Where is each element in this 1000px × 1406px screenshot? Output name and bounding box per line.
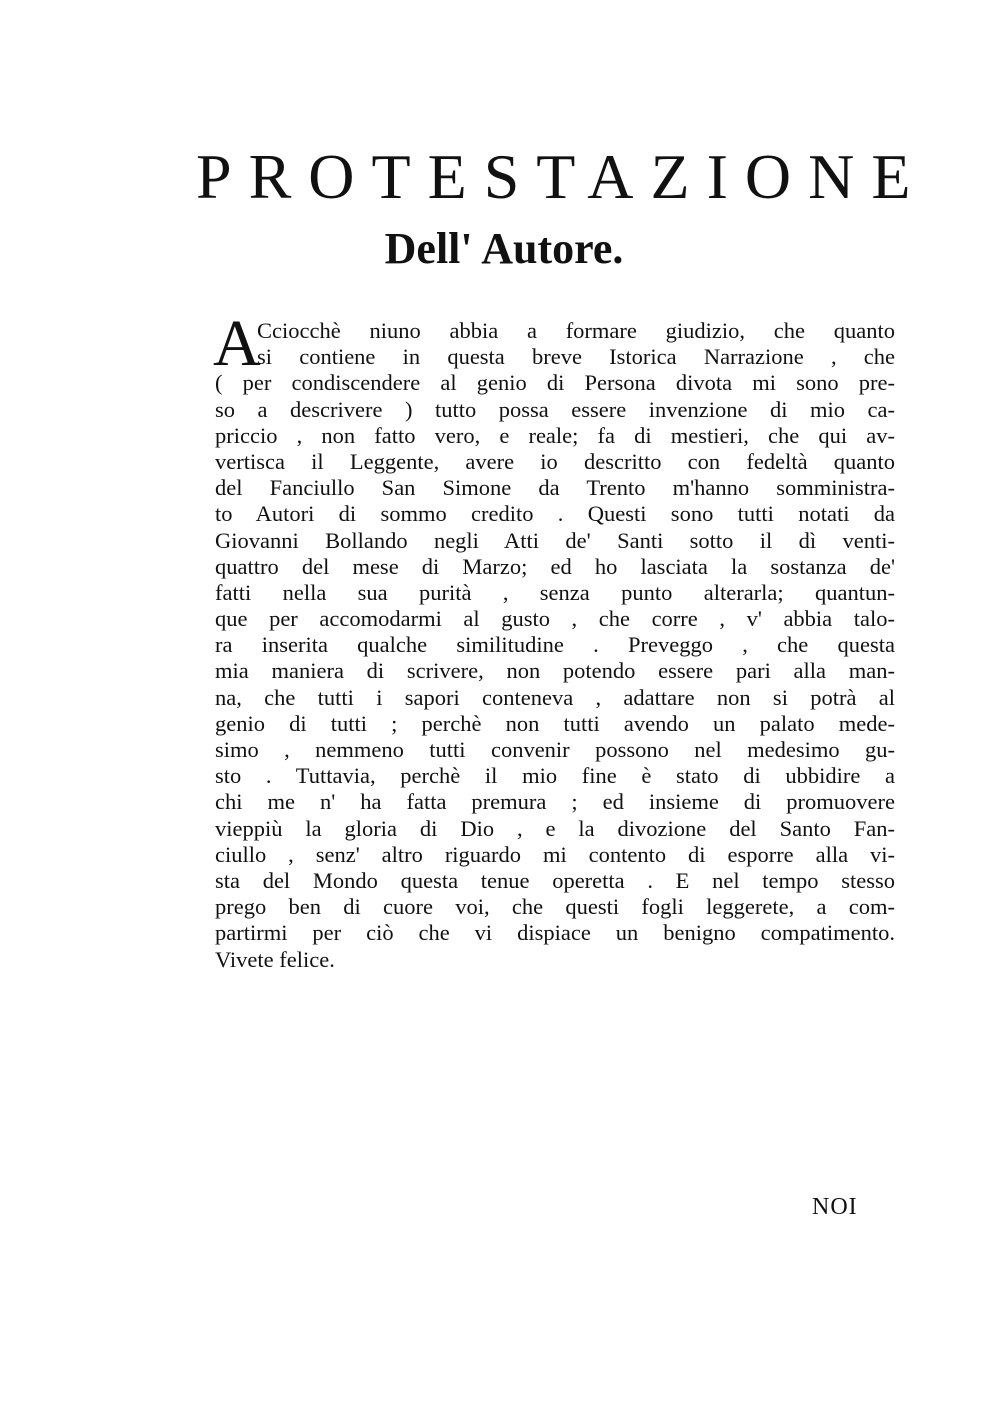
text-line: prego ben di cuore voi, che questi fogli leggerete, a com- (215, 894, 895, 920)
text-line: priccio , non fatto vero, e reale; fa di mestieri, che qui av- (215, 422, 895, 448)
page-title: PROTESTAZIONE (196, 141, 928, 212)
text-line: partirmi per ciò che vi dispiace un benigno compatimento. (215, 920, 895, 946)
text-line: Vivete felice. (215, 946, 335, 972)
text-line: ra inserita qualche similitudine . Preveggo , che questa (215, 632, 895, 658)
text-line: so a descrivere ) tutto possa essere invenzione di mio ca- (215, 396, 895, 422)
text-line: genio di tutti ; perchè non tutti avendo un palato mede- (215, 710, 895, 736)
text-line: to Autori di sommo credito . Questi sono tutti notati da (215, 501, 895, 527)
text-line: del Fanciullo San Simone da Trento m'hanno somministra- (215, 475, 895, 501)
drop-cap: A (213, 307, 261, 380)
text-line: sta del Mondo questa tenue operetta . E nel tempo stesso (215, 867, 895, 893)
page-subtitle: Dell' Autore. (384, 224, 624, 273)
text-line: chi me n' ha fatta premura ; ed insieme di promuovere (215, 789, 895, 815)
text-line: quattro del mese di Marzo; ed ho lasciata la sostanza de' (215, 553, 895, 579)
catchword: NOI (812, 1194, 858, 1220)
text-line: ( per condiscendere al genio di Persona divota mi sono pre- (215, 370, 895, 396)
text-line: Giovanni Bollando negli Atti de' Santi sotto il dì venti- (215, 527, 895, 553)
text-line: si contiene in questa breve Istorica Narrazione , che (257, 344, 895, 370)
text-line: sto . Tuttavia, perchè il mio fine è stato di ubbidire a (215, 763, 895, 789)
text-line: fatti nella sua purità , senza punto alterarla; quantun- (215, 579, 895, 605)
text-line: vertisca il Leggente, avere io descritto con fedeltà quanto (215, 448, 895, 474)
text-line: na, che tutti i sapori conteneva , adattare non si potrà al (215, 684, 895, 710)
text-line: mia maniera di scrivere, non potendo essere pari alla man- (215, 658, 895, 684)
text-line: ciullo , senz' altro riguardo mi contento di esporre alla vi- (215, 841, 895, 867)
text-line: simo , nemmeno tutti convenir possono nel medesimo gu- (215, 737, 895, 762)
text-line: Cciocchè niuno abbia a formare giudizio, che quanto (257, 318, 895, 343)
body-text (213, 307, 895, 973)
text-line: que per accomodarmi al gusto , che corre , v' abbia talo- (215, 606, 895, 632)
text-line: vieppiù la gloria di Dio , e la divozione del Santo Fan- (215, 815, 895, 841)
